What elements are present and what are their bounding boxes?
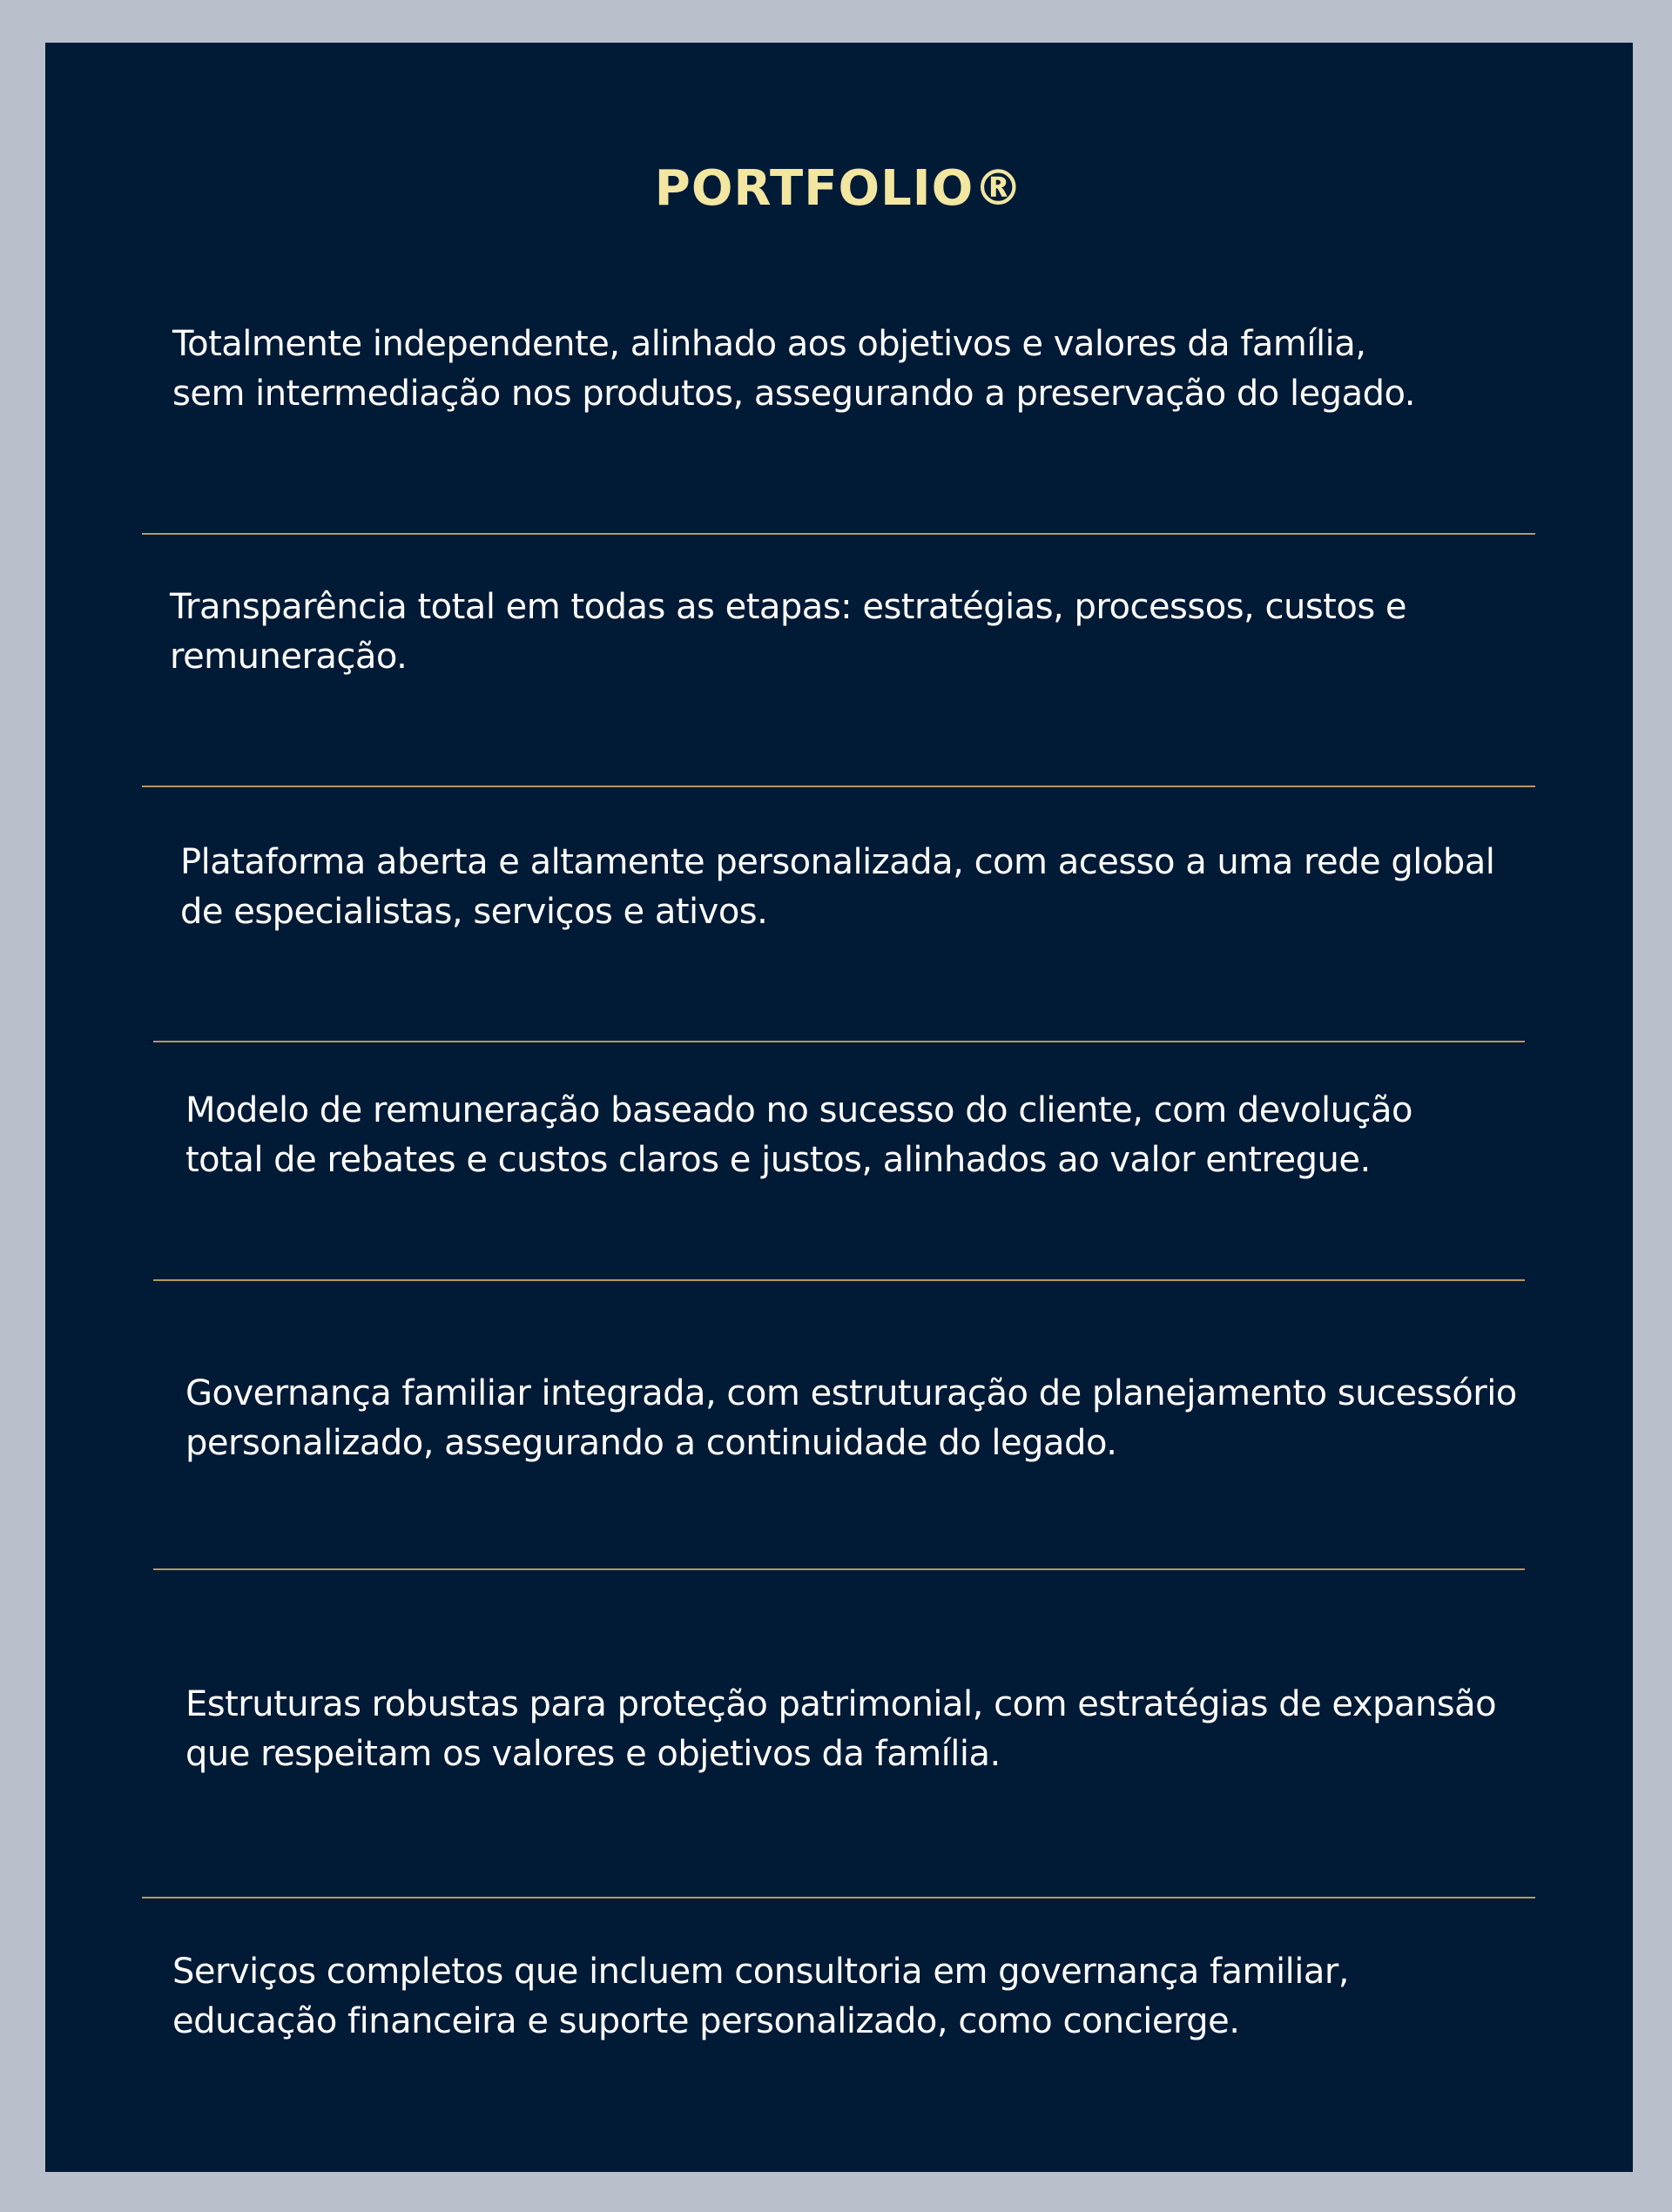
feature-governance: Governança familiar integrada, com estruturação de planejamento sucessório personalizado, assegurando a continuidade do legado. bbox=[185, 1373, 1517, 1463]
divider bbox=[142, 786, 1535, 787]
page-title: PORTFOLIO® bbox=[654, 160, 1024, 217]
divider bbox=[142, 533, 1535, 535]
divider bbox=[153, 1041, 1525, 1042]
feature-remuneration: Modelo de remuneração baseado no sucesso do cliente, com devolução total de rebates e custos claros e justos, alinhados ao valor entregue. bbox=[185, 1090, 1412, 1180]
divider bbox=[153, 1568, 1525, 1570]
divider bbox=[142, 1897, 1535, 1898]
feature-services: Serviços completos que incluem consultoria em governança familiar, educação financeira e suporte personalizado, como concierge. bbox=[172, 1952, 1350, 2041]
portfolio-card bbox=[45, 43, 1633, 2172]
feature-protection: Estruturas robustas para proteção patrimonial, com estratégias de expansão que respeitam os valores e objetivos da família. bbox=[185, 1684, 1497, 1774]
feature-transparency: Transparência total em todas as etapas: estratégias, processos, custos e remuneração. bbox=[170, 587, 1406, 677]
divider bbox=[153, 1279, 1525, 1281]
feature-open-platform: Plataforma aberta e altamente personalizada, com acesso a uma rede global de especialistas, serviços e ativos. bbox=[180, 842, 1495, 932]
feature-independence: Totalmente independente, alinhado aos objetivos e valores da família, sem intermediação nos produtos, assegurando a preservação do legado. bbox=[172, 324, 1415, 414]
